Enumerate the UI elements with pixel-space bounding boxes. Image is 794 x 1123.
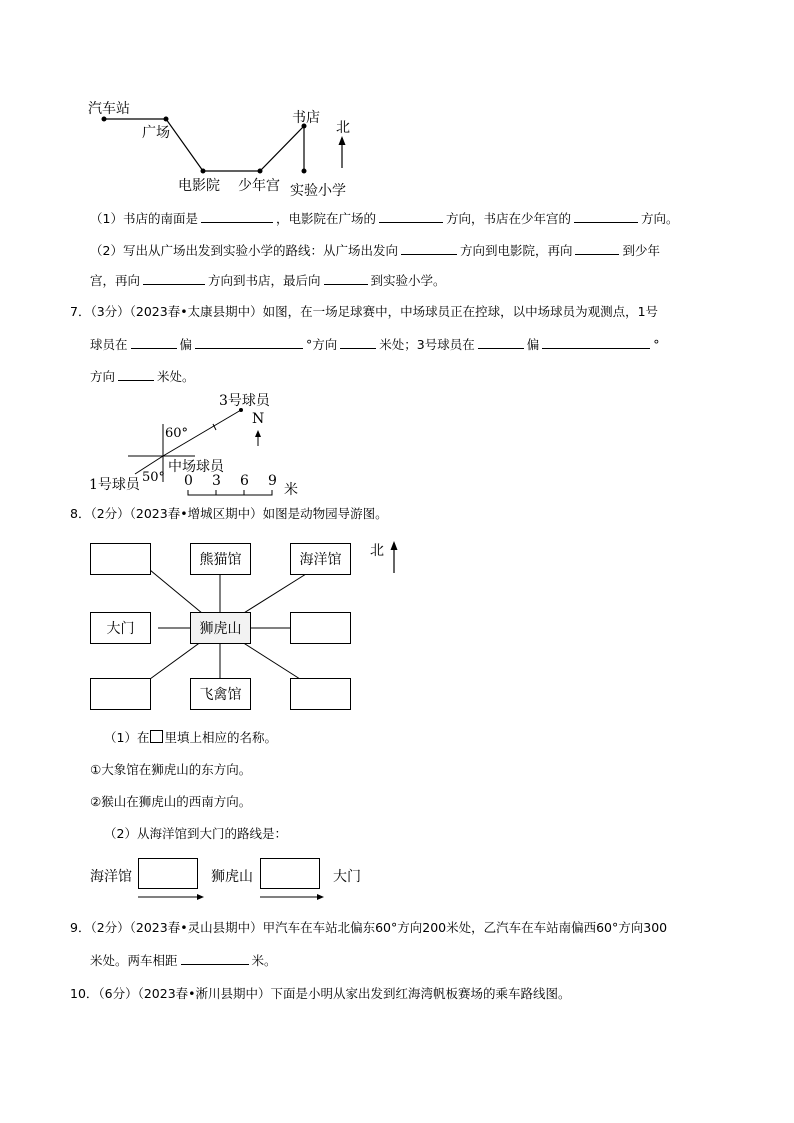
square-box-icon [150,730,163,743]
answer-blank[interactable] [542,336,650,349]
empty-box-east[interactable] [290,612,351,644]
text: °方向 [306,337,338,352]
text: 米处。两车相距 [90,953,178,968]
text: 米处。 [157,369,195,384]
answer-blank[interactable] [181,952,249,965]
player1-label: 1号球员 [89,477,140,493]
text: 方向。 [641,211,679,226]
n-label: N [252,411,265,427]
route-lion-label: 狮虎山 [211,869,253,885]
bus-station-label: 汽车站 [88,101,130,117]
empty-box-northwest[interactable] [90,543,151,575]
midfielder-label: 中场球员 [168,459,224,475]
scale-tick-3: 3 [212,473,221,489]
q8-part1 [104,730,277,746]
cinema-label: 电影院 [178,178,220,194]
scale-unit: 米 [284,482,298,498]
scale-tick-9: 9 [268,473,277,489]
text: 宫，再向 [90,273,141,288]
text: （1）在 [104,730,150,745]
answer-blank[interactable] [324,272,368,285]
square-label: 广场 [142,125,170,141]
text: ，电影院在广场的 [275,211,376,226]
q8-line1: 8．（2分）（2023春•增城区期中）如图是动物园导游图。 [70,506,388,521]
answer-blank[interactable] [195,336,303,349]
route-gate-label: 大门 [333,869,361,885]
text: 方向，书店在少年宫的 [445,211,571,226]
text: 到实验小学。 [370,273,446,288]
text: 偏 [179,337,193,352]
empty-box-southwest[interactable] [90,678,151,710]
scale-bar [188,490,272,495]
text: 方向到电影院，再向 [459,243,573,258]
q7-line2 [90,336,660,353]
answer-blank[interactable] [478,336,524,349]
zoo-north-label: 北 [370,543,384,559]
q7-line3 [90,368,195,385]
route-answer-box-1[interactable] [138,858,198,889]
zoo-north-arrow-head [391,541,398,550]
q8-item2: ②猴山在狮虎山的西南方向。 [90,794,252,809]
route-line [104,119,304,171]
north-arrow-head [339,136,346,145]
school-dot [302,169,307,174]
empty-box-southeast[interactable] [290,678,351,710]
route-ocean-label: 海洋馆 [90,869,132,885]
text: ° [653,337,660,352]
text: 米。 [251,953,277,968]
q9-line1: 9．（2分）（2023春•灵山县期中）甲汽车在车站北偏东60°方向200米处，乙汽车在车站南偏西60°方向300 [70,920,668,935]
text: 方向到书店，最后向 [208,273,321,288]
box-ocean: 海洋馆 [290,543,351,575]
answer-blank[interactable] [143,272,205,285]
youth-palace-dot [258,169,263,174]
answer-blank[interactable] [131,336,177,349]
text: 方向 [90,369,116,384]
scale-tick-6: 6 [240,473,249,489]
answer-blank[interactable] [201,210,273,223]
box-bird: 飞禽馆 [190,678,251,710]
q10-line1: 10．（6分）（2023春•淅川县期中）下面是小明从家出发到红海湾帆板赛场的乘车路线图。 [70,986,571,1001]
text: 到少年 [622,243,660,258]
youth-palace-label: 少年宫 [238,178,280,194]
angle-50-label: 50° [142,470,166,485]
text: 里填上相应的名称。 [164,730,277,745]
answer-blank[interactable] [575,242,619,255]
n-arrow-head [255,430,261,437]
box-gate: 大门 [90,612,151,644]
school-label: 实验小学 [290,183,346,199]
q8-item1: ①大象馆在狮虎山的东方向。 [90,762,252,777]
route-answer-box-2[interactable] [260,858,320,889]
q6-part2-line1 [90,242,660,259]
scale-tick-0: 0 [184,473,193,489]
square-dot [164,117,169,122]
q8-part2: （2）从海洋馆到大门的路线是： [104,826,287,841]
q6-part1 [90,210,679,227]
box-panda: 熊猫馆 [190,543,251,575]
answer-blank[interactable] [118,368,154,381]
q6-part2-line2 [90,272,446,289]
text: （1）书店的南面是 [90,211,198,226]
text: 米处；3号球员在 [379,337,475,352]
text: 偏 [526,337,540,352]
bookstore-label: 书店 [292,110,320,126]
north-label: 北 [336,120,350,136]
text: 球员在 [90,337,128,352]
box-lion-tiger: 狮虎山 [190,612,251,644]
text: （2）写出从广场出发到实验小学的路线：从广场出发向 [90,243,398,258]
q9-line2 [90,952,277,969]
answer-blank[interactable] [379,210,443,223]
player3-label: 3号球员 [219,393,270,409]
answer-blank[interactable] [574,210,638,223]
cinema-dot [201,169,206,174]
answer-blank[interactable] [401,242,457,255]
answer-blank[interactable] [340,336,376,349]
angle-60-label: 60° [165,426,189,441]
q7-line1: 7．（3分）（2023春•太康县期中）如图，在一场足球赛中，中场球员正在控球，以中场球员为观测点，1号 [70,304,659,319]
